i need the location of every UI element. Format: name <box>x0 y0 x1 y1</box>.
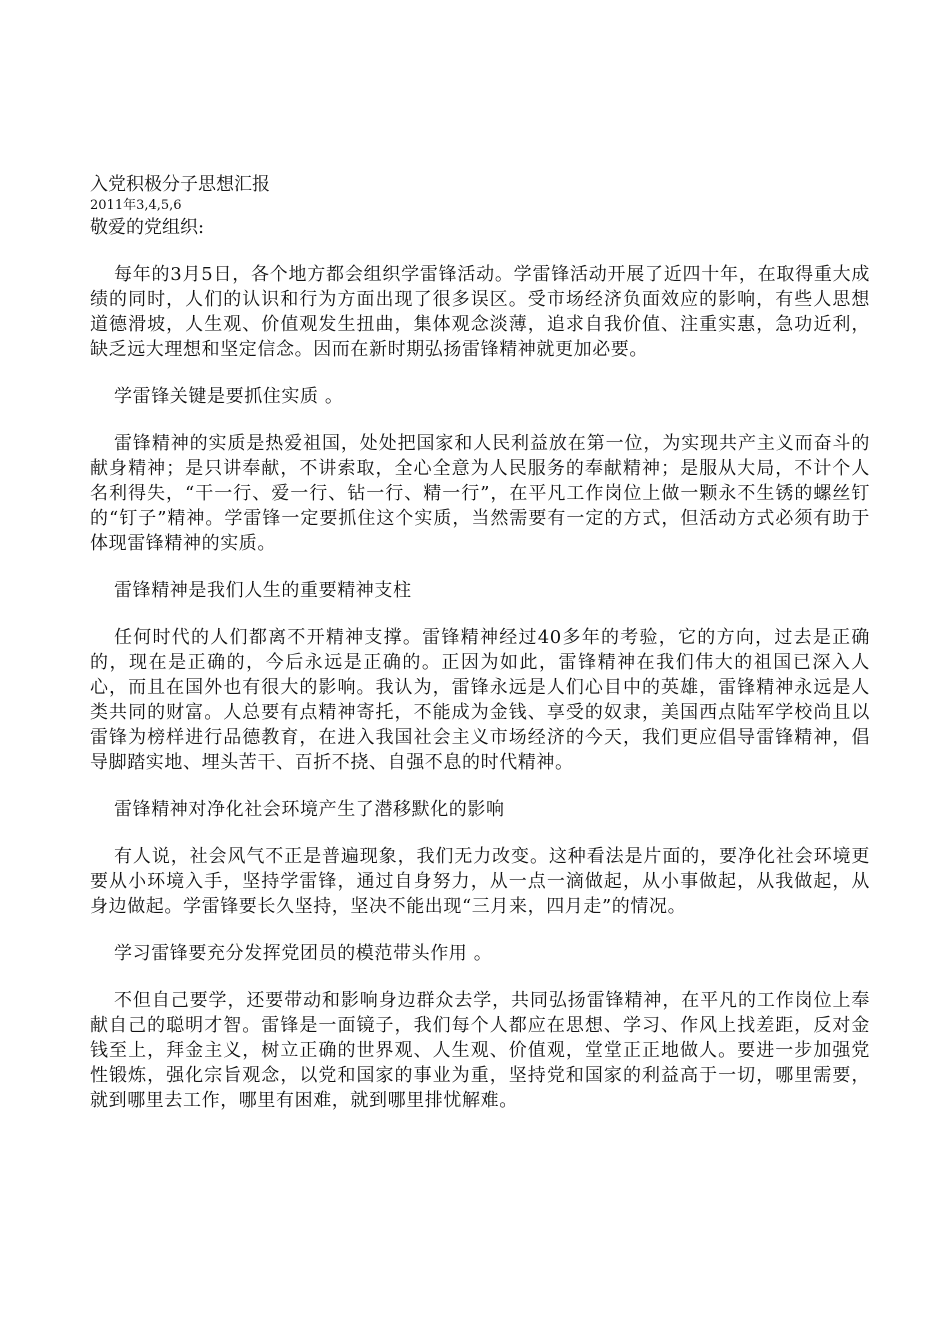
section-heading-2: 雷锋精神是我们人生的重要精神支柱 <box>114 580 412 601</box>
paragraph-environment: 有人说，社会风气不正是普遍现象，我们无力改变。这种看法是片面的，要净化社会环境更要从小环境入手，坚持学雷锋，通过自身努力，从一点一滴做起，从小事做起，从我做起，从身边做起。学雷锋要长久坚持，坚决不能出现“三月来，四月走”的情况。 <box>90 846 870 917</box>
document-page <box>90 172 870 1135</box>
document-title: 入党积极分子思想汇报 <box>90 174 270 195</box>
paragraph-intro: 每年的3月5日，各个地方都会组织学雷锋活动。学雷锋活动开展了近四十年，在取得重大成绩的同时，人们的认识和行为方面出现了很多误区。受市场经济负面效应的影响，有些人思想道德滑坡，人生观、价值观发生扭曲，集体观念淡薄，追求自我价值、注重实惠，急功近利，缺乏远大理想和坚定信念。因而在新时期弘扬雷锋精神就更加必要。 <box>90 264 870 360</box>
paragraph-essence: 雷锋精神的实质是热爱祖国，处处把国家和人民利益放在第一位，为实现共产主义而奋斗的献身精神；是只讲奉献，不讲索取，全心全意为人民服务的奉献精神；是服从大局，不计个人名利得失，“干一行、爱一行、钻一行、精一行”，在平凡工作岗位上做一颗永不生锈的螺丝钉的“钉子”精神。学雷锋一定要抓住这个实质，当然需要有一定的方式，但活动方式必须有助于体现雷锋精神的实质。 <box>90 433 870 554</box>
paragraph-party-members: 不但自己要学，还要带动和影响身边群众去学，共同弘扬雷锋精神，在平凡的工作岗位上奉献自己的聪明才智。雷锋是一面镜子，我们每个人都应在思想、学习、作风上找差距，反对金钱至上，拜金主义，树立正确的世界观、人生观、价值观，堂堂正正地做人。要进一步加强党性锻炼，强化宗旨观念，以党和国家的事业为重，坚持党和国家的利益高于一切，哪里需要，就到哪里去工作，哪里有困难，就到哪里排忧解难。 <box>90 990 870 1111</box>
section-heading-3: 雷锋精神对净化社会环境产生了潜移默化的影响 <box>114 799 505 820</box>
document-date: 2011年3,4,5,6 <box>90 198 182 213</box>
salutation: 敬爱的党组织: <box>90 217 205 238</box>
section-heading-4: 学习雷锋要充分发挥党团员的模范带头作用 。 <box>114 943 493 964</box>
section-heading-1: 学雷锋关键是要抓住实质 。 <box>114 386 344 407</box>
paragraph-pillar: 任何时代的人们都离不开精神支撑。雷锋精神经过40多年的考验，它的方向，过去是正确的，现在是正确的，今后永远是正确的。正因为如此，雷锋精神在我们伟大的祖国已深入人心，而且在国外也有很大的影响。我认为，雷锋永远是人们心目中的英雄，雷锋精神永远是人类共同的财富。人总要有点精神寄托，不能成为金钱、享受的奴隶，美国西点陆军学校尚且以雷锋为榜样进行品德教育，在进入我国社会主义市场经济的今天，我们更应倡导雷锋精神，倡导脚踏实地、埋头苦干、百折不挠、自强不息的时代精神。 <box>90 627 870 773</box>
